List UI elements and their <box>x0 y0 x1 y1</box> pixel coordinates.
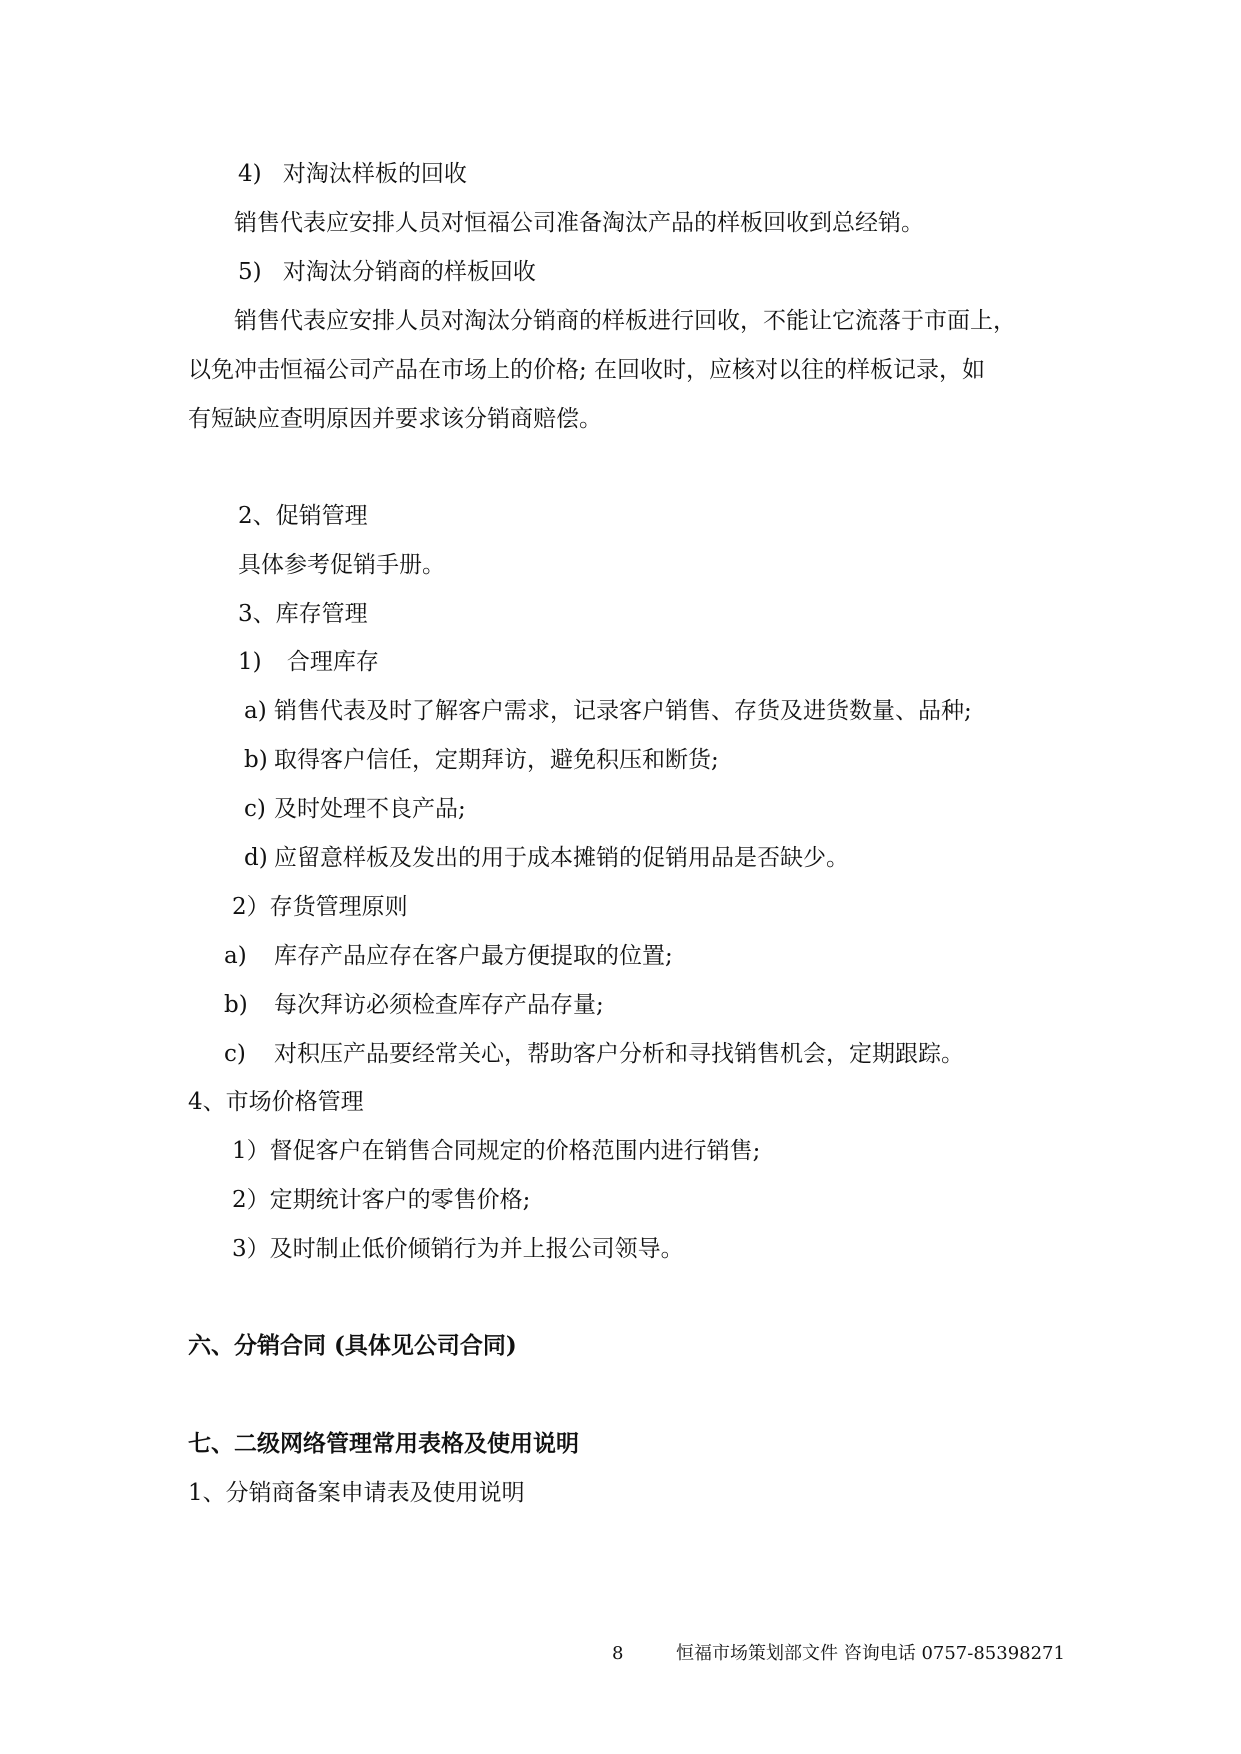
item-text: 取得客户信任，定期拜访，避免积压和断货; <box>274 747 719 773</box>
distributor-sample-heading <box>238 258 536 286</box>
list-item <box>244 844 849 872</box>
promotion-heading: 2、促销管理 <box>238 503 368 529</box>
item-label: b) <box>224 992 248 1018</box>
inventory-heading: 3、库存管理 <box>238 601 368 627</box>
price-management-heading: 4、市场价格管理 <box>188 1089 364 1115</box>
heading-number: 1) <box>238 649 262 675</box>
list-item <box>224 991 604 1019</box>
item-label: b) <box>244 747 268 773</box>
eliminated-sample-heading <box>238 160 467 188</box>
list-item <box>224 1040 964 1068</box>
list-item <box>244 746 719 774</box>
list-item <box>244 795 466 823</box>
inventory-principles-heading: 2）存货管理原则 <box>232 894 408 920</box>
heading-number: 5) <box>238 259 262 285</box>
footer-text: 恒福市场策划部文件 咨询电话 0757-85398271 <box>676 1643 1065 1664</box>
item-label: d) <box>244 845 268 871</box>
item-label: a) <box>244 698 267 724</box>
list-item: 1）督促客户在销售合同规定的价格范围内进行销售; <box>232 1138 761 1164</box>
item-text: 应留意样板及发出的用于成本摊销的促销用品是否缺少。 <box>274 845 849 871</box>
heading-text: 对淘汰样板的回收 <box>282 161 467 187</box>
eliminated-sample-body: 销售代表应安排人员对恒福公司准备淘汰产品的样板回收到总经销。 <box>234 210 924 236</box>
heading-text: 对淘汰分销商的样板回收 <box>282 259 536 285</box>
heading-text: 合理库存 <box>286 649 379 675</box>
heading-number: 4) <box>238 161 262 187</box>
section-six-heading: 六、分销合同 (具体见公司合同) <box>188 1332 517 1359</box>
page-number: 8 <box>612 1643 624 1664</box>
list-item <box>224 942 673 970</box>
list-item: 3）及时制止低价倾销行为并上报公司领导。 <box>232 1236 684 1262</box>
item-text: 及时处理不良产品; <box>274 796 466 822</box>
reasonable-inventory-heading <box>238 648 379 676</box>
section-seven-heading: 七、二级网络管理常用表格及使用说明 <box>188 1430 579 1457</box>
item-text: 对积压产品要经常关心，帮助客户分析和寻找销售机会，定期跟踪。 <box>274 1041 964 1067</box>
promotion-body: 具体参考促销手册。 <box>238 552 445 578</box>
item-label: c) <box>244 796 266 822</box>
item-text: 每次拜访必须检查库存产品存量; <box>274 992 604 1018</box>
list-item <box>244 697 972 725</box>
distributor-sample-body-line-3: 有短缺应查明原因并要求该分销商赔偿。 <box>188 406 602 432</box>
item-label: a) <box>224 943 247 969</box>
item-text: 销售代表及时了解客户需求，记录客户销售、存货及进货数量、品种; <box>274 698 972 724</box>
list-item: 2）定期统计客户的零售价格; <box>232 1187 531 1213</box>
distributor-sample-body-line-1: 销售代表应安排人员对淘汰分销商的样板进行回收，不能让它流落于市面上， <box>234 308 1016 334</box>
section-seven-subheading: 1、分销商备案申请表及使用说明 <box>188 1480 525 1506</box>
item-text: 库存产品应存在客户最方便提取的位置; <box>274 943 673 969</box>
distributor-sample-body-line-2: 以免冲击恒福公司产品在市场上的价格; 在回收时，应核对以往的样板记录，如 <box>188 357 986 383</box>
item-label: c) <box>224 1041 246 1067</box>
